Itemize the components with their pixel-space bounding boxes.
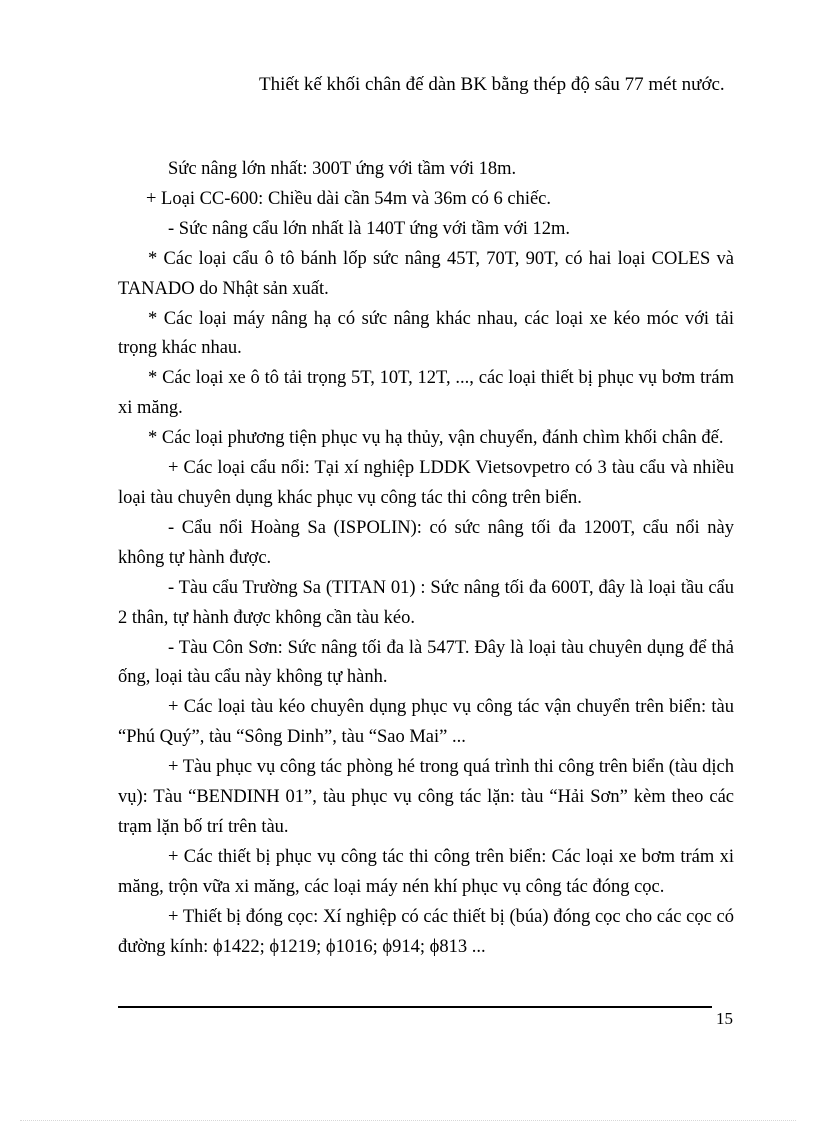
paragraph: * Các loại máy nâng hạ có sức nâng khác nhau, các loại xe kéo móc với tải trọng khác nhau. — [118, 308, 734, 359]
footer-rule — [118, 1006, 712, 1008]
page-header: Thiết kế khối chân đế dàn BK bằng thép độ sâu 77 mét nước. — [259, 74, 725, 95]
paragraph: + Thiết bị đóng cọc: Xí nghiệp có các thiết bị (búa) đóng cọc cho các cọc có đường kính: ϕ1422; ϕ1219; ϕ1016; ϕ914; ϕ813 ... — [118, 906, 734, 957]
page-edge-divider — [20, 1120, 796, 1121]
paragraph: - Tàu cẩu Trường Sa (TITAN 01) : Sức nâng tối đa 600T, đây là loại tầu cẩu 2 thân, tự hành được không cần tàu kéo. — [118, 577, 734, 628]
paragraph: + Các loại cẩu nổi: Tại xí nghiệp LDDK Vietsovpetro có 3 tàu cẩu và nhiều loại tàu chuyên dụng khác phục vụ công tác thi công trên biển. — [118, 458, 734, 508]
paragraph: - Tàu Côn Sơn: Sức nâng tối đa là 547T. Đây là loại tàu chuyên dụng để thả ống, loại tàu cẩu này không tự hành. — [118, 637, 734, 688]
body-text — [118, 155, 734, 962]
paragraph: + Loại CC-600: Chiều dài cần 54m và 36m có 6 chiếc. — [146, 188, 552, 209]
page-number: 15 — [716, 1009, 733, 1028]
paragraph: - Sức nâng cẩu lớn nhất là 140T ứng với tầm với 12m. — [168, 218, 571, 239]
paragraph: * Các loại xe ô tô tải trọng 5T, 10T, 12T, ..., các loại thiết bị phục vụ bơm trám xi măng. — [118, 368, 734, 419]
paragraph: + Các loại tàu kéo chuyên dụng phục vụ công tác vận chuyển trên biển: tàu “Phú Quý”, tàu “Sông Dinh”, tàu “Sao Mai” ... — [118, 697, 734, 748]
paragraph: * Các loại phương tiện phục vụ hạ thủy, vận chuyển, đánh chìm khối chân đế. — [148, 428, 724, 449]
paragraph: + Các thiết bị phục vụ công tác thi công trên biển: Các loại xe bơm trám xi măng, trộn vữa xi măng, các loại máy nén khí phục vụ công tác đóng cọc. — [118, 846, 734, 897]
paragraph: * Các loại cẩu ô tô bánh lốp sức nâng 45T, 70T, 90T, có hai loại COLES và TANADO do Nhật sản xuất. — [118, 248, 734, 299]
paragraph: - Cẩu nổi Hoàng Sa (ISPOLIN): có sức nâng tối đa 1200T, cẩu nổi này không tự hành được. — [118, 517, 734, 568]
paragraph: Sức nâng lớn nhất: 300T ứng với tầm với 18m. — [168, 159, 517, 179]
paragraph: + Tàu phục vụ công tác phòng hé trong quá trình thi công trên biển (tàu dịch vụ): Tàu “BENDINH 01”, tàu phục vụ công tác lặn: tàu “Hải Sơn” kèm theo các trạm lặn bố trí trên tàu. — [118, 757, 734, 837]
